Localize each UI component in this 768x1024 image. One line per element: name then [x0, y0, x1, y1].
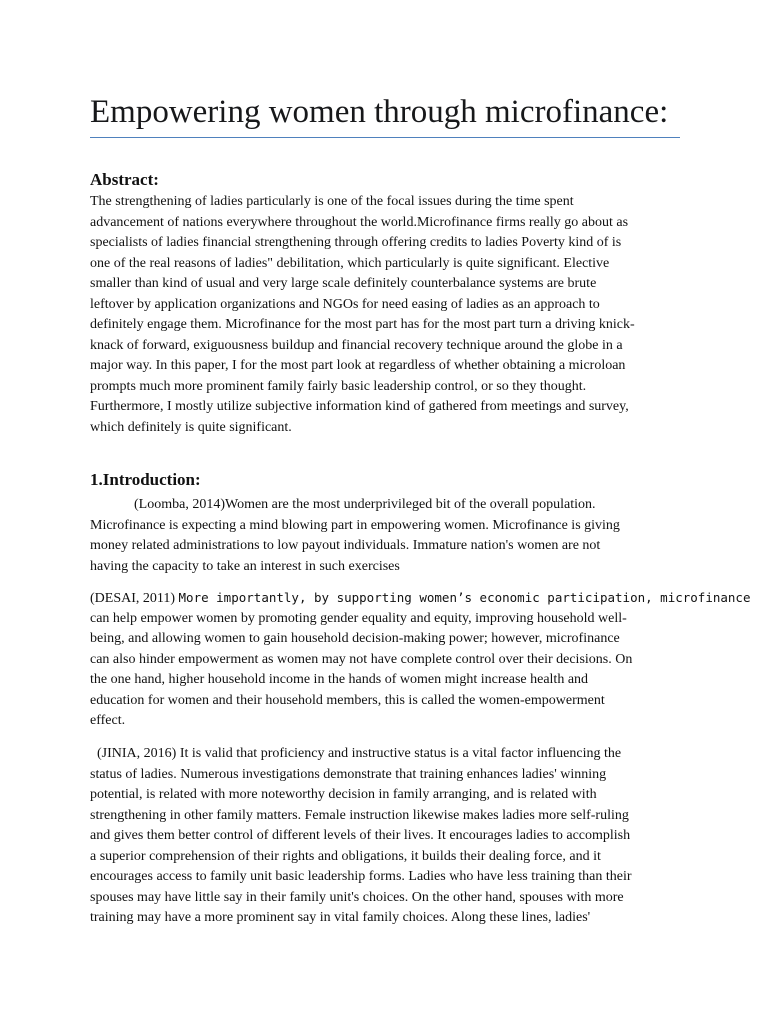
abstract-line: leftover by application organizations and NGOs for need easing of ladies as an approach to [90, 296, 600, 312]
paragraph-line: money related administrations to low payout individuals. Immature nation's women are not [90, 538, 601, 553]
abstract-line: definitely engage them. Microfinance for the most part has for the most part turn a driving knick- [90, 317, 635, 332]
paragraph-line: education for women and their household members, this is called the women-empowerment [90, 692, 605, 708]
paragraph-line: (Loomba, 2014)Women are the most underprivileged bit of the overall population. [134, 497, 596, 512]
abstract-line: which definitely is quite significant. [90, 419, 292, 435]
paragraph-line: can also hinder empowerment as women may not have complete control over their decisions. On [90, 651, 633, 667]
abstract-line: Furthermore, I mostly utilize subjective information kind of gathered from meetings and survey, [90, 399, 629, 414]
paragraph-line: having the capacity to take an interest in such exercises [90, 558, 400, 574]
abstract-body [90, 192, 690, 438]
monospace-text-run: More importantly, by supporting women’s economic participation, microfinance [178, 590, 751, 605]
introduction-heading: 1.Introduction: [90, 470, 201, 489]
paragraph-line: a superior comprehension of their rights and obligations, it builds their dealing force, and it [90, 848, 601, 864]
paragraph-line [90, 588, 751, 609]
abstract-line: major way. In this paper, I for the most part look at regardless of whether obtaining a microloan [90, 358, 626, 373]
paragraph-line: Microfinance is expecting a mind blowing part in empowering women. Microfinance is giving [90, 517, 620, 533]
paragraph-line: status of ladies. Numerous investigations demonstrate that training enhances ladies' winning [90, 766, 607, 782]
abstract-line: The strengthening of ladies particularly is one of the focal issues during the time spent [90, 194, 574, 209]
abstract-line: advancement of nations everywhere throughout the world.Microfinance firms really go about as [90, 214, 629, 230]
paragraph-line: can help empower women by promoting gender equality and equity, improving household well- [90, 610, 627, 626]
paragraph-line: and gives them better control of different levels of their lives. It encourages ladies to accomplish [90, 828, 631, 843]
introduction-paragraph-1 [90, 495, 690, 577]
document-title: Empowering women through microfinance: [90, 94, 669, 130]
paragraph-line: (JINIA, 2016) It is valid that proficiency and instructive status is a vital factor influencing the [90, 746, 622, 761]
title-underline [90, 137, 680, 138]
paragraph-line: spouses may have little say in their family unit's choices. On the other hand, spouses with more [90, 889, 624, 905]
abstract-line: prompts much more prominent family fairly basic leadership control, or so they thought. [90, 378, 587, 394]
abstract-heading: Abstract: [90, 170, 159, 189]
abstract-line: knack of forward, exiguousness buildup and financial recovery technique around the globe in a [90, 337, 623, 353]
abstract-line: smaller than kind of usual and very large scale definitely counterbalance systems are brute [90, 276, 597, 291]
paragraph-line: potential, is related with more noteworthy decision in family arranging, and is related with [90, 787, 597, 802]
paragraph-line: training may have a more prominent say in vital family choices. Along these lines, ladies' [90, 910, 591, 925]
paragraph-line: encourages access to family unit basic leadership forms. Ladies who have less training than their [90, 869, 632, 884]
abstract-line: one of the real reasons of ladies" debilitation, which particularly is quite significant. Elective [90, 255, 610, 271]
paragraph-line: being, and allowing women to gain household decision-making power; however, microfinance [90, 631, 620, 646]
introduction-paragraph-3 [90, 744, 690, 929]
citation-desai: (DESAI, 2011) [90, 591, 179, 606]
abstract-line: specialists of ladies financial strengthening through offering credits to ladies Poverty kind of is [90, 235, 622, 250]
paragraph-line: strengthening in other family matters. Female instruction likewise makes ladies more self-ruling [90, 807, 629, 823]
paragraph-line: effect. [90, 713, 126, 728]
paragraph-line: the one hand, higher household income in the hands of women might increase health and [90, 672, 589, 687]
introduction-paragraph-2 [90, 588, 751, 732]
